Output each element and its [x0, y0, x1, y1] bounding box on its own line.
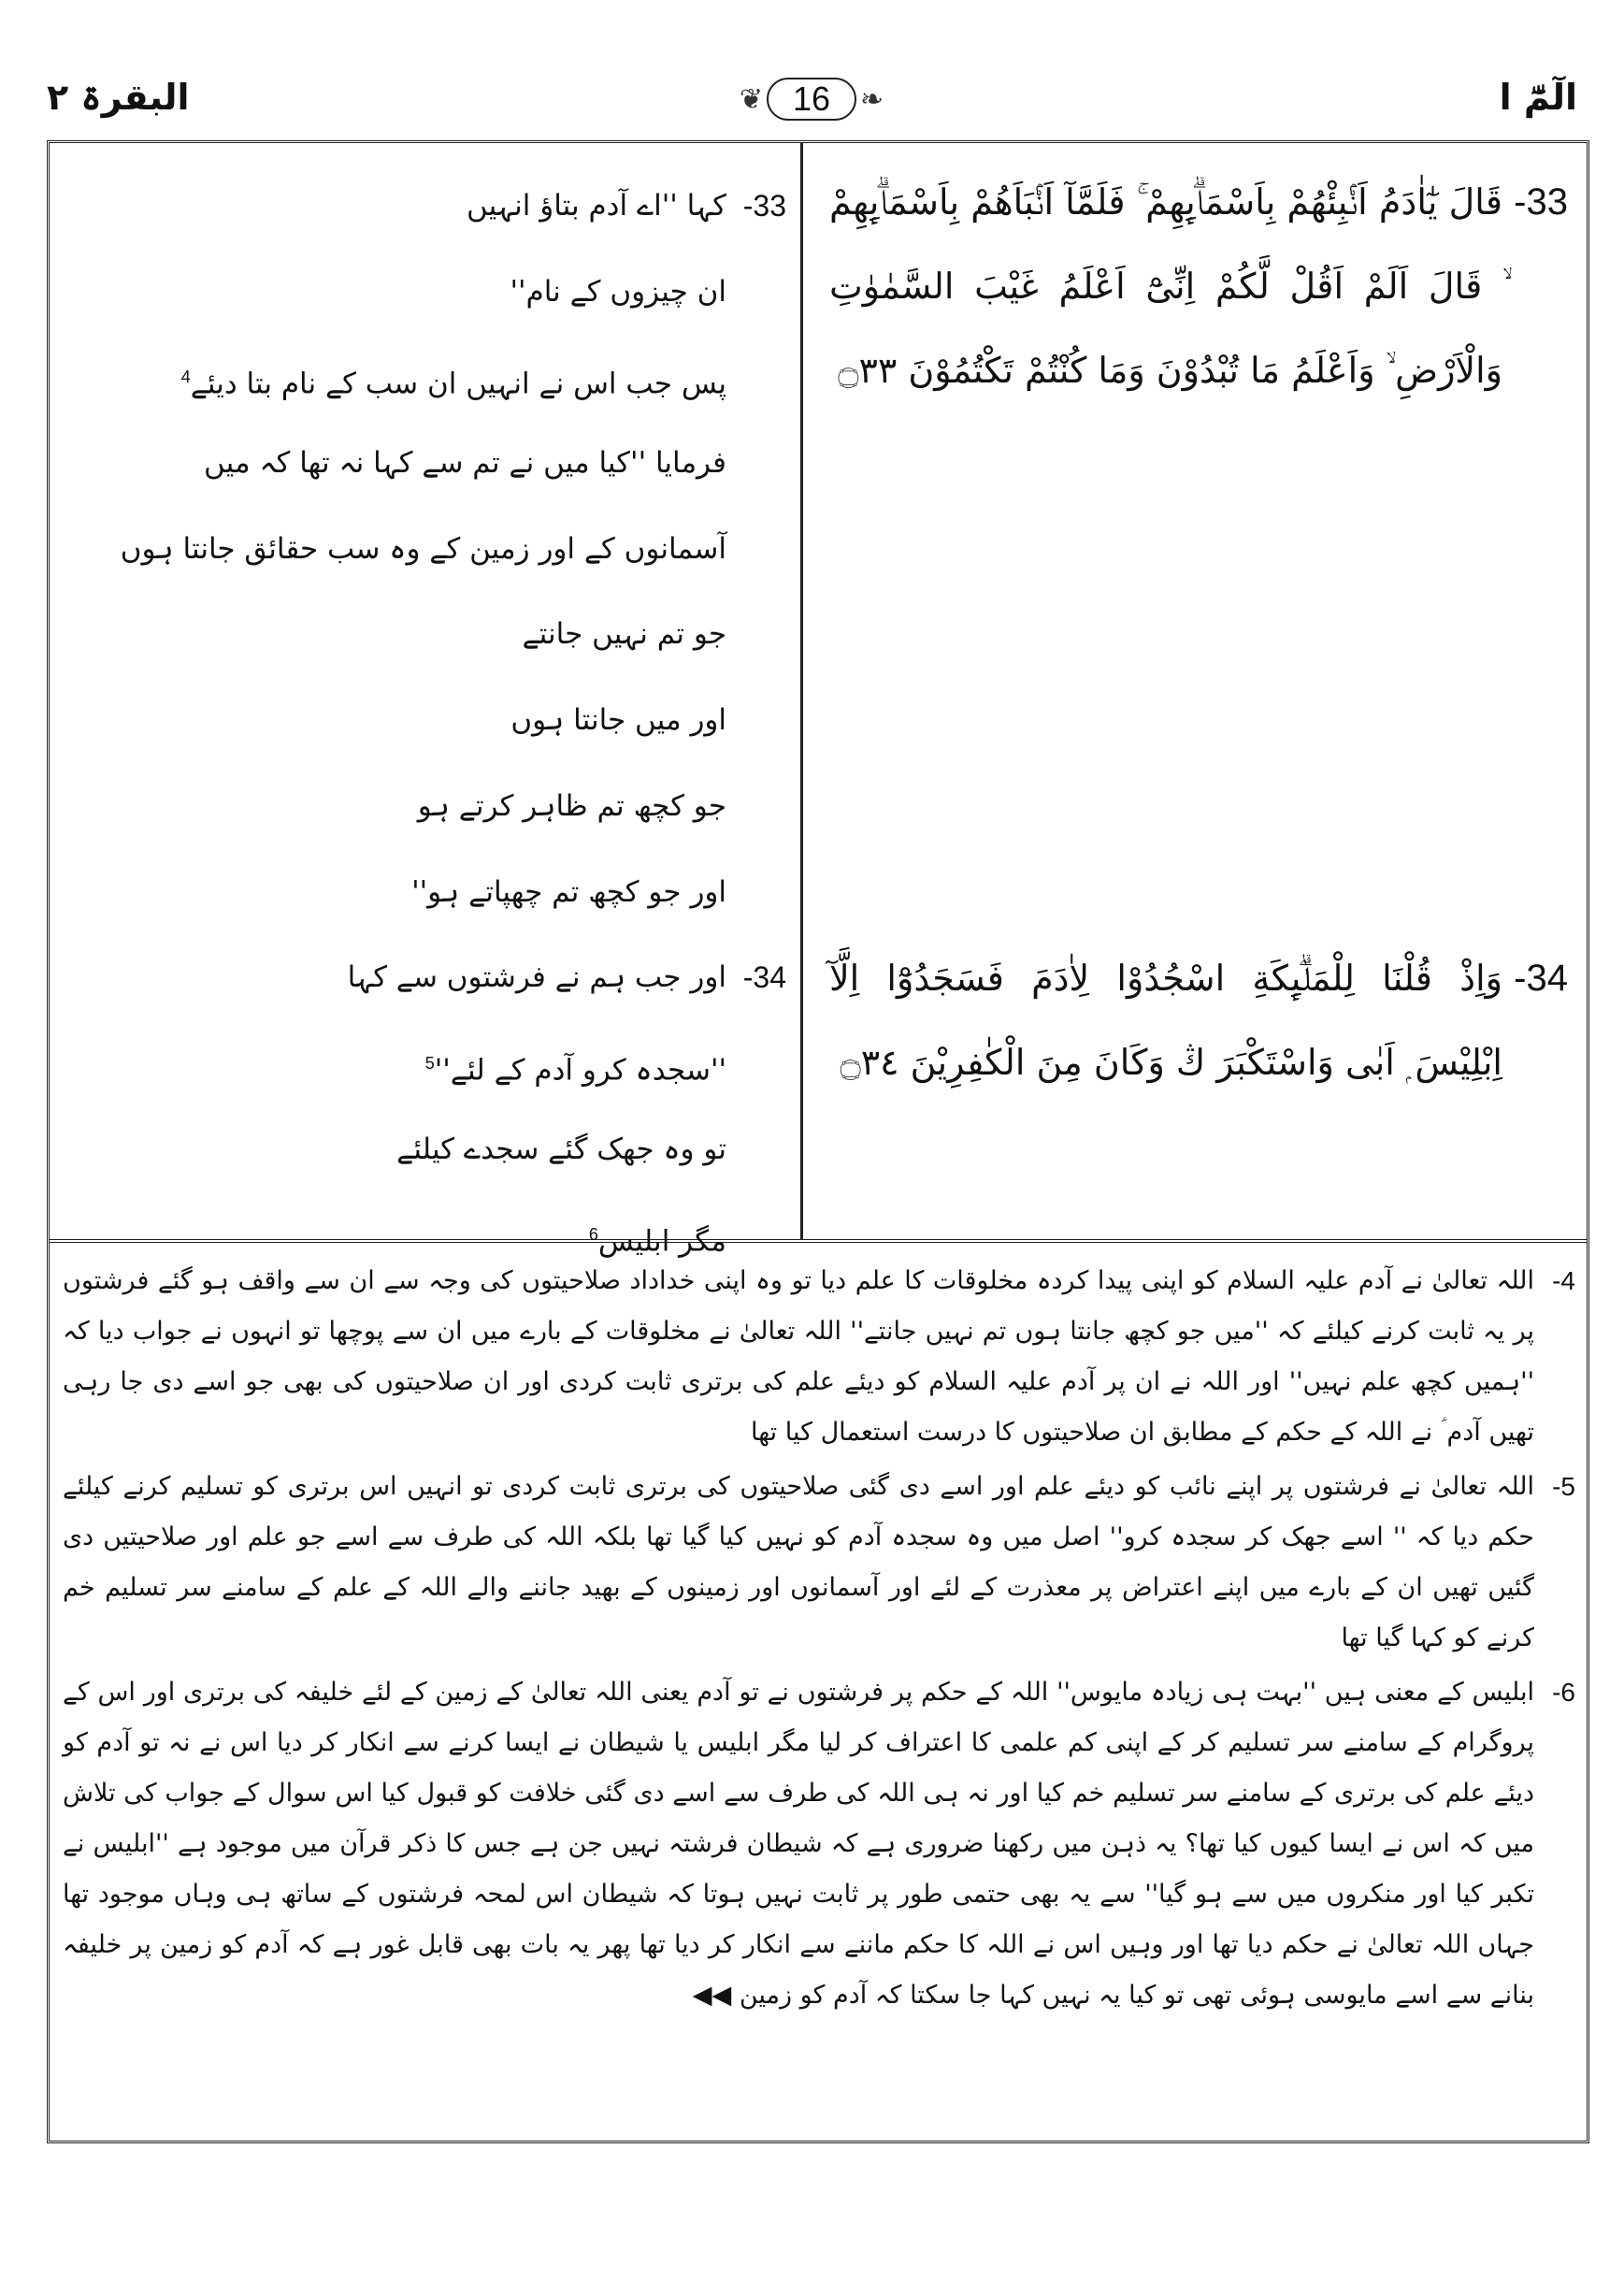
- footnote-line: اعتراض پر معذرت کے لئے اور آسمانوں اور زمینوں کے بھید جاننے والے اللہ کے علم کے سامنے سر تسلیم خم کرنے کو کہا گیا تھا: [63, 1573, 1534, 1652]
- footnote-line: پر ثابت نہیں ہوتا کہ شیطان اس لمحہ فرشتوں کے ساتھ ہی وہاں موجود تھا جہاں اللہ تعالیٰ نے حکم دیا تھا اور وہیں اس نے اللہ کا حکم ماننے سے انکار کر: [63, 1880, 1534, 1959]
- footnote-number: - 4: [1534, 1256, 1575, 1306]
- verse-number: - 34: [1502, 936, 1568, 1020]
- arabic-verse-text: [829, 160, 1502, 412]
- translation-text: کہا ''اے آدم بتاؤ انہیں: [467, 189, 726, 223]
- footnote-line: کے سامنے سر تسلیم کر کے اپنی کم علمی کا اعتراف کر لیا مگر ابلیس یا شیطان نے ایسا کرنے سے انکار کر دیا اس نے نہ تو آدم کو دیئے علم کی برتری کے: [63, 1728, 1535, 1808]
- footnote-line: اللہ تعالیٰ نے آدم علیہ السلام کو اپنی پیدا کردہ مخلوقات کا علم دیا تو وہ اپنی خداداد صلاحیتوں کی وجہ سے ان سے واقف ہو گئے فرشتوں پر یہ ثابت کرنے: [63, 1266, 1534, 1346]
- footnote-ref: 5: [424, 1053, 435, 1073]
- footnote-text: [63, 1256, 1534, 1458]
- surah-title-right: الٓمّٓ ا: [1499, 77, 1577, 118]
- footnote: [63, 1256, 1575, 1458]
- footnote-ref: 6: [588, 1225, 598, 1245]
- translation-verse-number: - 34: [726, 935, 786, 1021]
- footnote-number: - 5: [1534, 1462, 1575, 1512]
- arabic-verse: [820, 936, 1568, 1104]
- surah-title-left: البقرۃ ٢: [47, 77, 190, 118]
- translation-line: [72, 1021, 726, 1107]
- translation-line: [72, 1192, 726, 1278]
- translation-line: [72, 507, 726, 593]
- translation-text: فرمایا ''کیا میں نے تم سے کہا نہ تھا کہ میں: [204, 446, 726, 481]
- footnote-line: اسے جھک کر سجدہ کرو'' اصل میں وہ سجدہ آدم کو نہیں کیا گیا تھا بلکہ اللہ کی طرف سے اسے جو علم اور صلاحیتیں دی گئیں تھیں ان کے بارے میں اپنے: [63, 1522, 1534, 1602]
- footnote-line: صلاحیتوں کا درست استعمال کیا تھا: [750, 1418, 1122, 1447]
- arabic-verse-line: اِبْلِيْسَ ۭ اَبٰى وَاسْتَكْبَرَ ڭ وَكَانَ مِنَ الْكٰفِرِيْنَ ۝٣٤: [840, 1042, 1502, 1083]
- arabic-verse-line: وَاِذْ قُلْنَا لِلْمَلٰۗىِٕكَةِ اسْجُدُوْا لِاٰدَمَ فَسَجَدُوْٓا اِلَّآ: [829, 958, 1502, 999]
- footnote-line: اللہ تعالیٰ نے فرشتوں پر اپنے نائب کو دیئے علم اور اسے دی گئی صلاحیتوں کی برتری ثابت کردی تو انہیں اس برتری کو تسلیم کرنے کیلئے حکم دیا کہ '': [63, 1472, 1534, 1551]
- arabic-verse-line: قَالَ يٰٓاٰدَمُ اَنْۢبِئْهُمْ بِاَسْمَاۗىِٕهِمْ ۚ فَلَمَّآ اَنْۢبَاَهُمْ: [970, 181, 1502, 223]
- footnote-ref: 4: [180, 368, 191, 387]
- arabic-verse-line: السَّمٰوٰتِ وَالْاَرْضِ ۙ وَاَعْلَمُ مَا تُبْدُوْنَ وَمَا كُنْتُمْ: [829, 266, 1502, 391]
- footnote-line: دیا تھا پھر یہ بات بھی قابل غور ہے کہ آدم کو زمین پر خلیفہ بنانے سے اسے مایوسی ہوئی تھی تو کیا یہ نہیں کہا جا سکتا کہ آدم کو زمین ◀◀: [63, 1930, 1534, 2010]
- page-number: 16: [767, 78, 856, 121]
- footnote-number: - 6: [1534, 1667, 1575, 1718]
- translation-line: [72, 592, 726, 678]
- translation-text: اور میں جانتا ہوں: [510, 703, 726, 738]
- translation-line: [72, 250, 726, 336]
- translation-text: آسمانوں کے اور زمین کے وہ سب حقائق جانتا ہوں: [120, 531, 726, 566]
- footnote: [63, 1462, 1575, 1664]
- verses-section: [50, 143, 1587, 1259]
- translation-text: جو کچھ تم ظاہر کرتے ہو: [417, 788, 726, 823]
- arabic-verse: [820, 160, 1568, 412]
- page-number-ornament: [718, 73, 905, 125]
- arabic-verse-line: تَكْتُمُوْنَ ۝٣٣: [838, 350, 1013, 391]
- footnote-line: اور اللہ نے ان پر آدم علیہ السلام کو دیئے علم کی برتری ثابت کردی اور ان صلاحیتوں کی بھی جو اسے دی جا رہی تھیں آدم ؑ نے اللہ کے حکم کے مطابق ان: [63, 1367, 1534, 1447]
- ornament-icon: ❧: [860, 82, 884, 116]
- translation-text: ان چیزوں کے نام'': [510, 274, 726, 309]
- translation-text: ''سجدہ کرو آدم کے لئے'': [434, 1053, 726, 1088]
- translation-line: [72, 164, 726, 250]
- footnotes-section: [50, 1243, 1587, 2043]
- translation-text: مگر ابلیس: [597, 1224, 726, 1259]
- footnote-line: سامنے سر تسلیم خم کیا اور نہ ہی اللہ کی طرف سے اسے دی گئی خلافت کو قبول کیا اس سوال کے جواب کی تلاش میں کہ اس نے ایسا کیوں کیا تھا؟ یہ ذہن: [63, 1779, 1534, 1858]
- translation-verse: [66, 935, 786, 1278]
- translation-line: [72, 335, 726, 421]
- footnote-line: ابلیس کے معنی ہیں ''بہت ہی زیادہ مایوس'' اللہ کے حکم پر فرشتوں نے تو آدم یعنی اللہ تعالیٰ کے زمین کے لئے خلیفہ کی برتری اور اس کے پروگرام: [63, 1678, 1534, 1757]
- arabic-verse-text: [829, 936, 1502, 1104]
- page-frame: [47, 140, 1589, 2143]
- translation-verse-number: - 33: [726, 164, 786, 250]
- ornament-icon: ❦: [739, 82, 763, 116]
- footnote-text: [63, 1667, 1534, 2021]
- translation-line: [72, 935, 726, 1021]
- translation-verse: [66, 164, 786, 935]
- footnote-line: کیلئے کہ ''میں جو کچھ جانتا ہوں تم نہیں جانتے'' اللہ تعالیٰ نے مخلوقات کے بارے میں ان سے پوچھا تو انہوں نے جواب دیا کہ ''ہمیں کچھ علم نہیں'': [63, 1317, 1534, 1396]
- column-divider: [800, 143, 803, 1239]
- translation-lines: [72, 164, 726, 935]
- translation-line: [72, 850, 726, 936]
- translation-lines: [72, 935, 726, 1278]
- translation-text: اور جو کچھ تم چھپاتے ہو'': [411, 874, 726, 909]
- translation-line: [72, 764, 726, 850]
- translation-line: [72, 421, 726, 507]
- footnote-line: میں رکھنا ضروری ہے کہ شیطان فرشتہ نہیں جن ہے جس کا ذکر قرآن میں موجود ہے ''ابلیس نے تکبر کیا اور منکروں میں سے ہو گیا'' سے یہ بھی حتمی طور: [63, 1829, 1534, 1909]
- translation-text: اور جب ہم نے فرشتوں سے کہا: [347, 960, 726, 995]
- translation-line: [72, 1107, 726, 1193]
- footnote: [63, 1667, 1575, 2021]
- translation-text: تو وہ جھک گئے سجدے کیلئے: [396, 1132, 726, 1166]
- verse-number: - 33: [1502, 160, 1568, 244]
- translation-text: جو تم نہیں جانتے: [522, 617, 726, 652]
- arabic-verse-line: بِاَسْمَاۗىِٕهِمْ ۙ قَالَ اَلَمْ اَقُلْ لَّكُمْ اِنِّىْٓ اَعْلَمُ غَيْبَ: [829, 181, 1502, 307]
- translation-text: پس جب اس نے انہیں ان سب کے نام بتا دیئے: [190, 367, 726, 401]
- translation-line: [72, 678, 726, 764]
- footnote-text: [63, 1462, 1534, 1664]
